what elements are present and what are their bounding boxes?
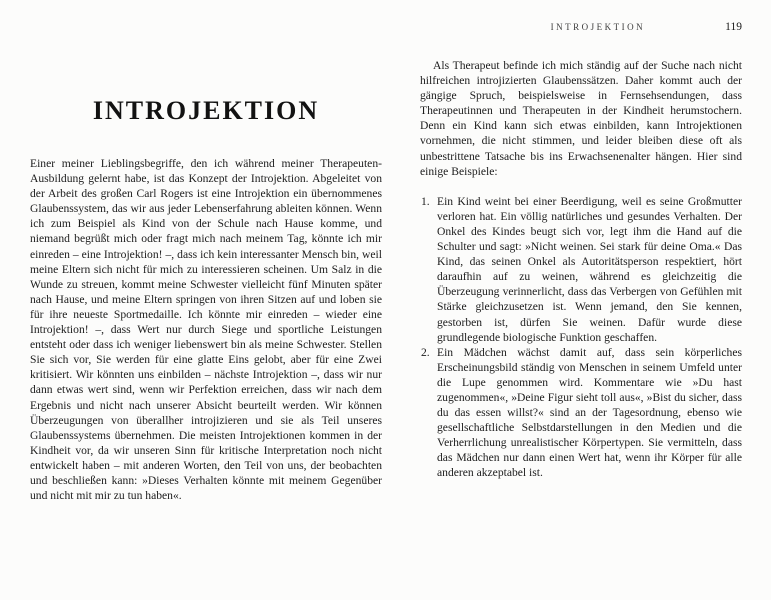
example-item-1 xyxy=(420,194,742,345)
running-header xyxy=(420,21,742,33)
right-page xyxy=(420,0,742,600)
page-number: 119 xyxy=(725,21,742,33)
example-1-text: Ein Kind weint bei einer Beerdigung, weil es seine Großmutter verloren hat. Ein völlig natürliches und gesundes Verhalten. Der Onkel des Kindes beugt sich vor, legt ihm die Hand auf die Schulter und sagt: »Nicht weinen. Sei stark für deine Oma.« Das Kind, das seinen Onkel als Autoritätsperson respektiert, hört daraufhin auf zu weinen, während es gleichzeitig die Überzeugung verinnerlicht, dass das Verbergen von Gefühlen mit Stärke gleichzusetzen ist. Wenn jemand, den Sie kennen, gestorben ist, dürfen Sie weinen. Dafür wurde diese grundlegende biologische Funktion geschaffen. xyxy=(437,194,742,344)
left-page xyxy=(30,0,382,600)
examples-list xyxy=(420,194,742,481)
left-page-body: Einer meiner Lieblingsbegriffe, den ich während meiner Therapeuten-Ausbildung gelernt habe, ist das Konzept der Introjektion. Abgeleitet von der Arbeit des großen Carl Rogers ist eine Introjektion ein übernommenes Glaubenssystem, das wir aus jeder Lebenserfahrung ableiten können. Wenn ich zum Beispiel als Kind von der Schule nach Hause komme, und niemand begrüßt mich oder fragt mich nach meinem Tag, könnte ich mir einreden – eine Introjektion! –, dass ich kein interessanter Mensch bin, weil meine Eltern sich nicht für mich zu interessieren scheinen. Um Salz in die Wunde zu streuen, kommt meine Schwester vielleicht fünf Minuten später nach Hause, und meine Eltern springen von ihren Sitzen auf und loben sie für ihre neueste Sportmedaille. Ich könnte mir einreden – wieder eine Introjektion! –, dass Wert nur durch Siege und sportliche Leistungen entsteht oder dass ich weniger liebenswert bin als meine Schwester. Stellen Sie sich vor, Sie werden für eine glatte Eins gelobt, aber für eine Zwei kritisiert. Wir könnten uns einbilden – nächste Introjektion –, dass wir nur dann etwas wert sind, wenn wir Perfektion erreichen, dass wir nach dem Ergebnis und nicht nach unserer Absicht beurteilt werden. Wir können Überzeugungen von überallher introjizieren und sie als Teil unseres Glaubenssystems übernehmen. Die meisten Introjektionen kommen in der Kindheit vor, da wir unseren Sinn für kritische Interpretation noch nicht entwickelt haben – mit anderen Worten, den Teil von uns, der beobachten und beschließen kann: »Dieses Verhalten könnte mit meinem Gegenüber und nicht mit mir zu tun haben«. xyxy=(30,157,382,503)
example-2-text: Ein Mädchen wächst damit auf, dass sein körperliches Erscheinungsbild ständig von Menschen in seinem Umfeld unter die Lupe genommen wird. Kommentare wie »Du hast zugenommen«, »Deine Figur sieht toll aus«, »Bist du sicher, dass du das essen willst?« sind an der Tagesordnung, ebenso wie gesellschaftliche Selbstdarstellungen in den Medien und die Verherrlichung unrealistischer Körpertypen. Sie vermitteln, dass das Mädchen nur dann einen Wert hat, wenn ihr Körper für alle anderen akzeptabel ist. xyxy=(437,345,742,480)
example-item-2 xyxy=(420,345,742,481)
right-page-intro: Als Therapeut befinde ich mich ständig auf der Suche nach nicht hilfreichen introjizierten Glaubenssätzen. Daher kommt auch der gängige Spruch, beispielsweise in Fernsehsendungen, dass Therapeutinnen und Therapeuten in der Kindheit herumstochern. Denn ein Kind kann sich etwas einbilden, kann Introjektionen vornehmen, die nicht stimmen, und leider bleiben diese oft als unbestrittene Tatsache bis ins Erwachsenenalter hängen. Hier sind einige Beispiele: xyxy=(420,59,742,178)
running-title: INTROJEKTION xyxy=(550,22,646,32)
example-2-number: 2. xyxy=(421,345,430,359)
right-page-body xyxy=(420,58,742,481)
chapter-title: INTROJEKTION xyxy=(92,96,320,125)
example-1-number: 1. xyxy=(421,194,430,208)
